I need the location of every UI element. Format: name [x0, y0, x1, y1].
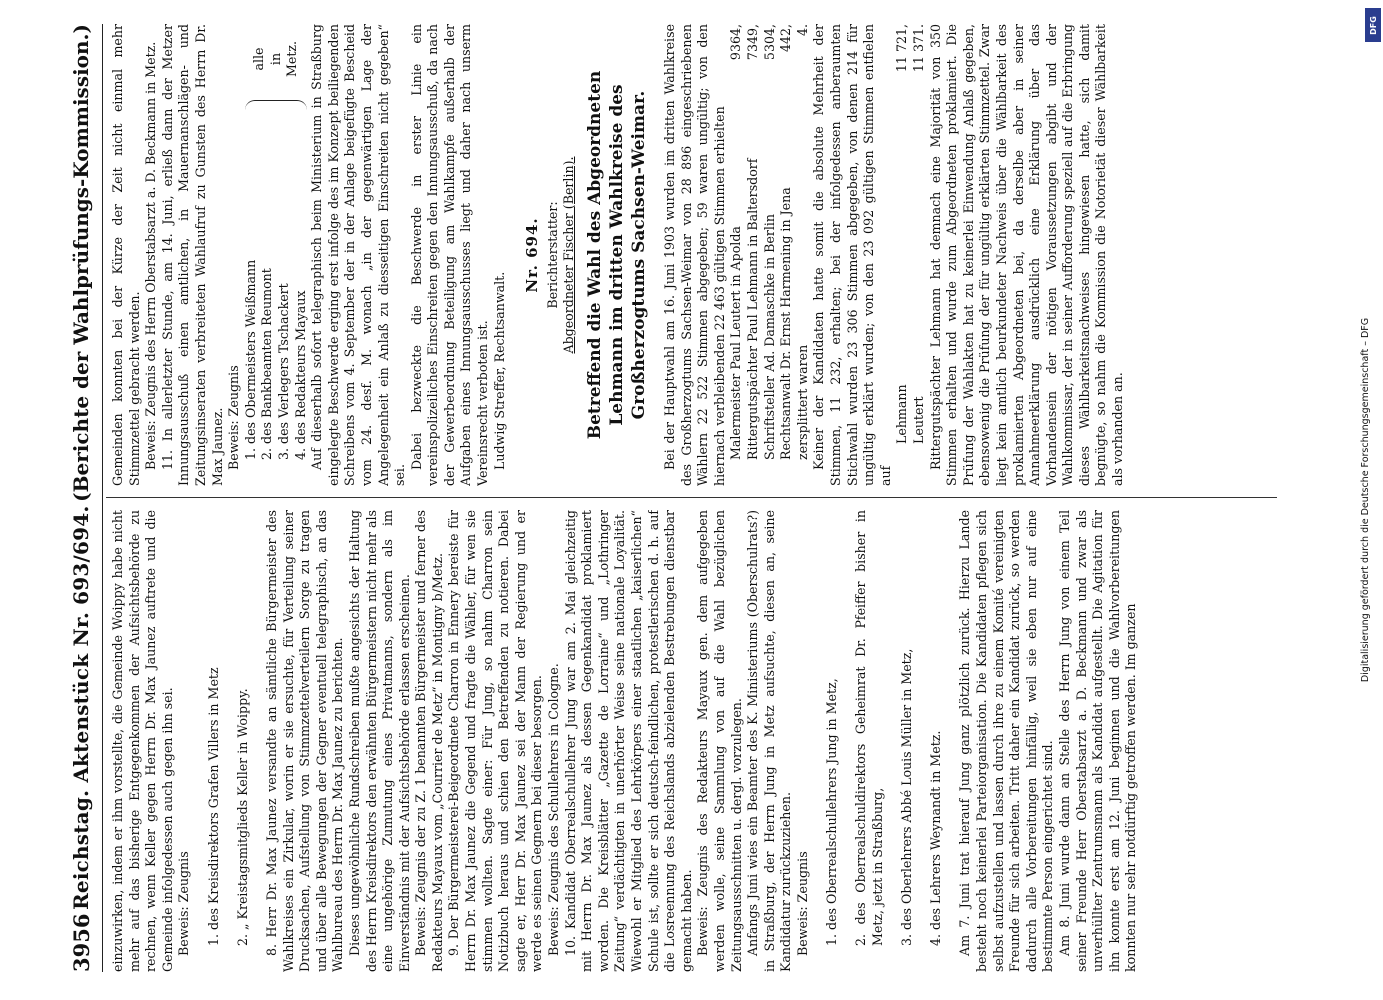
witness-item: 3. des Verlegers Tschackert: [275, 283, 291, 460]
credit-strip: [1352, 8, 1380, 992]
paragraph: Beweis: Zeugnis: [794, 851, 810, 956]
document-page: [62, 24, 1277, 972]
runoff-text: [811, 24, 894, 486]
vote-count: 11 721,: [894, 24, 910, 73]
conclusion-text: [928, 24, 1127, 486]
dfg-logo: [1365, 8, 1381, 42]
right-intro: [110, 24, 243, 486]
dfg-logo-text: DFG: [1368, 15, 1378, 35]
candidate-name: Schriftsteller Ad. Damaschke in Berlin: [761, 213, 777, 460]
witness-item: 1. des Obermeisters Weißmann: [242, 259, 258, 460]
paragraph: Anfangs Juni wies ein Beamter des K. Ministeriums (Oberschulrats?) in Straßburg, der Herrn Jung in Metz aufsuchte, diesen an, seine Kandidatur zurückzuziehen.: [745, 510, 794, 972]
page-number: 3956: [68, 913, 94, 972]
candidate-name: zersplittert waren: [794, 344, 810, 460]
candidate-name: Leutert: [910, 396, 926, 444]
paragraph: Keiner der Kandidaten hatte somit die absolute Mehrheit der Stimmen, 11 232, erhalten; bei der infolgedessen anberaumten Stichwahl wurden 23 306 Stimmen abgegeben, von denen 214 für ungültig erklärt wurden; von den 23 092 gültigen Stimmen entfielen auf: [811, 24, 893, 486]
candidate-name: Malermeister Paul Leutert in Apolda: [728, 226, 744, 460]
paragraph: Dieses ungewöhnliche Rundschreiben mußte angesichts der Haltung des Herrn Kreisdirektors den erwähnten Bürgermeistern nicht mehr als eine ungehörige Zumutung eines Privatmanns, sondern als im Einverständnis mit der Aufsichtsbehörde erlassen erscheinen.: [346, 510, 412, 972]
paragraph: Dabei bezweckte die Beschwerde in erster Linie ein vereinspolizeiliches Einschreiten gegen den Innungsausschuß, da nach der Gewerbeordnung Beteiligung am Wahlkampfe außerhalb der Aufgaben eines Innungsausschusses liegt und daher nach unserm Vereinsrecht verboten ist.: [408, 24, 491, 486]
witness-place: [243, 24, 309, 94]
election-text: [662, 24, 728, 486]
paragraph: 3. des Oberlehrers Abbé Louis Müller in Metz,: [899, 648, 915, 946]
result-row: [745, 24, 762, 486]
vote-count: 5304,: [761, 24, 777, 61]
paragraph: Beweis: Zeugnis des Redakteurs Mayaux gen. dem aufgegeben werden wolle, seine Sammlung von auf die Wahl bezüglichen Zeitungsausschnitten u. dergl. vorzulegen.: [695, 510, 744, 972]
section-number: Nr. 694.: [523, 217, 542, 293]
witness-place-word: Metz.: [284, 40, 300, 78]
right-column: [110, 24, 1277, 486]
paragraph: 8. Herr Dr. Max Jaunez versandte an sämtliche Bürgermeister des Wahlkreises ein Zirkular, worin er sie ersuchte, für Verteilung seiner Drucksachen, Aufstellung von Stimmzettelverteilern Sorge zu tragen und über alle Bewegungen der Gegner eventuell telegraphisch, an das Wahlbureau des Herrn Dr. Max Jaunez zu berichten.: [263, 510, 346, 972]
witness-place-word: in: [267, 52, 283, 66]
paragraph: Rittergutspächter Lehmann hat demnach eine Majorität von 350 Stimmen erhalten und wurde zum Abgeordneten proklamiert. Die Prüfung der Wahlakten hat zu keinerlei Einwendung Anlaß gegeben, ebensowenig die Prüfung der für ungültig erklärten Stimmzettel. Zwar liegt kein amtlich beurkundeter Nachweis über die Wählbarkeit des proklamierten Abgeordneten bei, da derselbe aber in seiner Annahmeerklärung ausdrücklich eine Erklärung über das Vorhandensein der nötigen Voraussetzungen abgibt und der Wahlkommissar, der in seiner Aufforderung speziell auf die Erbringung dieses Wählbarkeitsnachweises hingewiesen hatte, sich damit begnügte, so nahm die Kommission die Notorietät dieser Wählbarkeit als vorhanden an.: [927, 24, 1126, 486]
report-title: Betreffend die Wahl des Abgeordneten Lehmann im dritten Wahlkreise des Großherzogtums Sachsen-Weimar.: [585, 70, 650, 440]
left-column: [110, 510, 1277, 972]
vote-count: 9364,: [728, 24, 744, 61]
result-row: [728, 24, 745, 486]
section-title: (Berichte der Wahlprüfungs-Kommission.): [69, 24, 93, 502]
document-reference: Reichstag. Aktenstück Nr. 693/694.: [69, 505, 93, 910]
paragraph: 11. In allerletzter Stunde, am 14. Juni, erließ dann der Metzer Innungsausschuß einen amtlichen, in Mauernanschlägen- und Zeitungsinseraten verbreiteten Wahlaufruf zu Gunsten des Herrn Dr. Max Jaunez.: [159, 24, 225, 486]
witness-place-word: alle: [251, 47, 267, 71]
vote-count: 7349,: [745, 24, 760, 61]
witness-names: [243, 115, 309, 486]
candidate-name: Rechtsanwalt Dr. Ernst Harmening in Jena: [778, 187, 794, 460]
candidate-name: Lehmann: [894, 384, 910, 444]
paragraph: Beweis: Zeugnis des Herrn Oberstabsarzt a. D. Beckmann in Metz.: [143, 41, 159, 470]
paragraph: Beweis: Zeugnis der zu Z. 1 benannten Bürgermeister und ferner des Redakteurs Mayaux vom „Courrier de Metz“ in Montigny b/Metz.: [413, 510, 445, 972]
paragraph: Gemeinden konnten bei der Kürze der Zeit nicht einmal mehr Stimmzettel gebracht werden.: [110, 24, 142, 486]
paragraph: 10. Kandidat Oberrealschullehrer Jung war am 2. Mai gleichzeitig mit Herrn Dr. Max Jaunez als dessen Gegenkandidat proklamiert worden. Die Kreisblätter „Gazette de Lorraine“ und „Lothringer Zeitung“ verdächtigten in unerhörter Weise seine nationale Loyalität. Wiewohl er Mitglied des Lehrkörpers einer staatlichen „kaiserlichen“ Schule ist, sollte er sich deutsch-feindlichen, protestlerischen d. h. auf die Losreennung des Reichslands abzielenden Bestrebungen dienstbar gemacht haben.: [562, 510, 694, 972]
brace-mark: [245, 100, 307, 115]
result-row: [911, 24, 928, 486]
paragraph: Am 7. Juni trat hierauf Jung ganz plötzlich zurück. Hierzu Lande besteht noch keinerlei Parteiorganisation. Die Kandidaten pflegen sich selbst aufzustellen und lassen durch ihre zu einem Komité vereinigten Freunde für sich arbeiten. Tritt daher ein Kandidat zurück, so werden dadurch alle Vorbereitungen hinfällig, weil sie eben nur auf eine bestimmte Person eingerichtet sind.: [957, 510, 1056, 972]
vote-count: 442,: [778, 24, 794, 53]
result-row: [795, 24, 812, 486]
paragraph: 9. Der Bürgermeisterei-Beigeordnete Charron in Ennery bereiste für Herrn Dr. Max Jaunez die Gegend und fragte die Wähler, für wen sie stimmen wollten. Sagte einer: Für Jung, so nahm Charron sein Notizbuch heraus und schien den Betreffenden zu notieren. Dabei sagte er, Herr Dr. Max Jaunez sei der Mann der Regierung und er werde es seinen Gegnern bei dieser besorgen.: [446, 510, 545, 972]
paragraph: Beweis: Zeugnis: [176, 851, 192, 956]
candidate-name: Rittergutspächter Paul Lehmann in Baltersdorf: [745, 158, 760, 460]
rapporteur-label: Berichterstatter:: [544, 201, 560, 309]
digitization-credit: Digitalisierung gefördert durch die Deutsche Forschungsgemeinschaft – DFG: [1360, 317, 1371, 683]
result-row: [778, 24, 795, 486]
paragraph: Beweis: Zeugnis: [226, 365, 242, 470]
witness-list: [243, 24, 309, 486]
witness-item: 2. des Bankbeamten Reumont: [259, 268, 275, 460]
paragraph: einzuwirken, indem er ihm vorstellte, die Gemeinde Woippy habe nicht mehr auf das bisherige Entgegenkommen der Aufsichtsbehörde zu rechnen, wenn Keller gegen Herrn Dr. Max Jaunez auftrete und die Gemeinde infolgedessen auch gegen ihn sei.: [110, 510, 175, 972]
paragraph: 4. des Lehrers Weynandt in Metz.: [928, 730, 944, 946]
vote-count: 4.: [794, 24, 810, 37]
paragraph: Am 8. Juni wurde dann an Stelle des Herrn Jung von einem Teil seiner Freunde Herr Oberstabsarzt a. D. Beckmann und zwar als unverhüllter Zentrumsmann als Kandidat aufgestellt. Die Agitation für ihn konnte erst am 12. Juni beginnen und die Wahlvorbereitungen konnten nur sehr notdürftig getroffen werden. Im ganzen: [1057, 510, 1139, 972]
paragraph: 2. „ Kreistagsmitglieds Keller in Woippy.: [234, 688, 250, 946]
witness-item: 4. des Redakteurs Mayaux: [292, 290, 308, 460]
vote-count: 11 371.: [910, 24, 926, 73]
column-divider: [106, 497, 1277, 498]
result-row: [894, 24, 911, 486]
rapporteur-name: Abgeordneter Fischer (Berlin).: [561, 156, 577, 354]
paragraph: Auf dieserhalb sofort telegraphisch beim Ministerium in Straßburg eingelegte Beschwerde erging erst infolge des im Konzept beiliegenden Schreibens vom 4. September der in der Anlage beigefügte Bescheid vom 24. desf. M. wonach „in der gegenwärtigen Lage der Angelegenheit ein Anlaß zu diesseitigen Einschreiten nicht gegeben“ sei.: [309, 24, 408, 486]
candidate-results: [728, 24, 811, 486]
result-row: [762, 24, 779, 486]
page-header: [62, 24, 100, 972]
paragraph: Beweis: Zeugnis des Schullehrers in Cologne.: [546, 663, 562, 956]
runoff-results: [894, 24, 927, 486]
header-rule: [102, 24, 103, 972]
right-body: [309, 24, 508, 486]
paragraph: 1. des Kreisdirektors Grafen Villers in Metz: [205, 667, 221, 946]
paragraph: 2. des Oberrealschuldirektors Geheimrat Dr. Pfeiffer bisher in Metz, jetzt in Straßburg,: [853, 510, 885, 946]
paragraph: Bei der Hauptwahl am 16. Juni 1903 wurden im dritten Wahlkreise des Großherzogtums Sachsen-Weimar von 28 896 eingeschriebenen Wählern 22 522 Stimmen abgegeben; 59 waren ungültig; von den hiernach verbleibenden 22 463 gültigen Stimmen erhielten: [662, 24, 727, 486]
paragraph: Ludwig Streffer, Rechtsanwalt.: [491, 271, 507, 470]
paragraph: 1. des Oberrealschullehrers Jung in Metz,: [824, 678, 840, 946]
